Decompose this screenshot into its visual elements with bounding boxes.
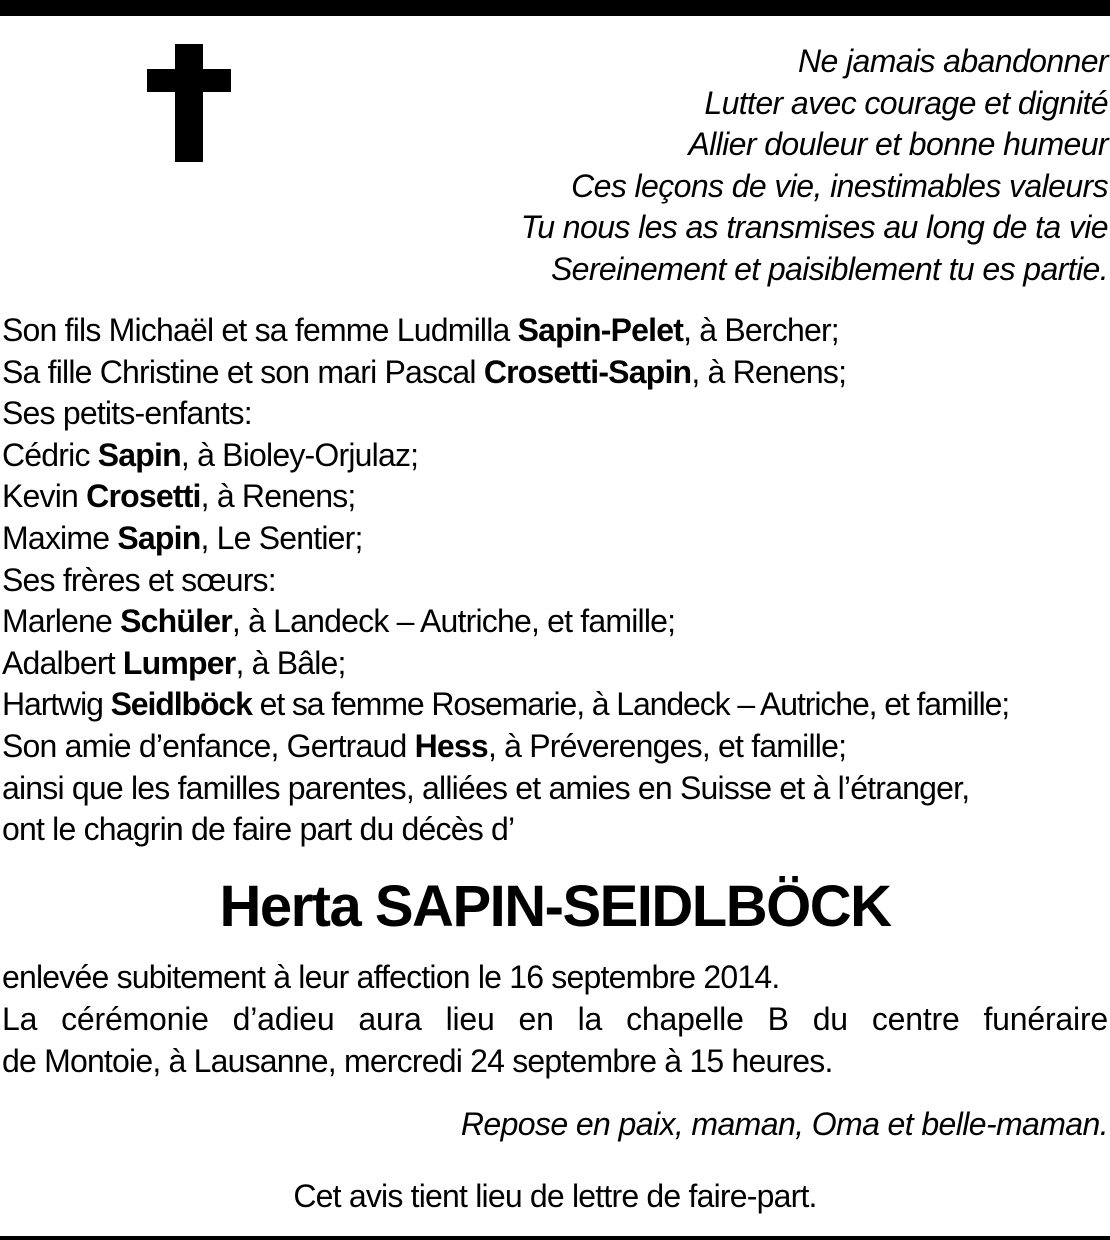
location-text: , Le Sentier; bbox=[200, 519, 363, 556]
family-line bbox=[2, 643, 1108, 685]
family-line bbox=[2, 435, 1108, 477]
location-text: , à Landeck – Autriche, et famille; bbox=[231, 603, 676, 640]
location-text: et sa femme Rosemarie, à Landeck – Autriche, et famille; bbox=[251, 686, 1010, 723]
family-heading: Ses petits-enfants: bbox=[2, 395, 252, 432]
relation-text: Marlene bbox=[2, 603, 121, 640]
relation-text: Maxime bbox=[2, 519, 118, 556]
relation-text: Adalbert bbox=[2, 644, 123, 681]
bottom-border-rule bbox=[0, 1236, 1110, 1240]
family-name: Sapin-Pelet bbox=[517, 312, 684, 348]
location-text: , à Préverenges, et famille; bbox=[487, 727, 847, 764]
relation-text: Sa fille Christine et son mari Pascal bbox=[2, 353, 484, 390]
relation-text: Son fils Michaël et sa femme Ludmilla bbox=[2, 312, 518, 348]
family-name: Schüler bbox=[120, 603, 232, 640]
family-name: Crosetti bbox=[86, 478, 201, 515]
location-text: , à Bioley-Orjulaz; bbox=[180, 436, 419, 473]
cross-icon bbox=[147, 44, 231, 164]
poem bbox=[408, 41, 1108, 290]
location-text: , à Renens; bbox=[691, 353, 847, 390]
death-date-line: enlevée subitement à leur affection le 16 septembre 2014. bbox=[2, 959, 780, 995]
family-line bbox=[2, 726, 1108, 768]
ceremony-location-line: de Montoie, à Lausanne, mercredi 24 septembre à 15 heures. bbox=[2, 1043, 833, 1079]
family-list bbox=[2, 310, 1108, 851]
family-name: Sapin bbox=[97, 436, 181, 473]
family-line bbox=[2, 518, 1108, 560]
poem-line: Ne jamais abandonner bbox=[798, 43, 1108, 79]
family-name: Lumper bbox=[122, 644, 236, 681]
cross-horizontal-bar bbox=[147, 69, 231, 92]
ceremony-line: La cérémonie d’adieu aura lieu en la chapelle B du centre funéraire bbox=[2, 1001, 1108, 1037]
family-name: Sapin bbox=[117, 519, 201, 556]
announcement-line: ont le chagrin de faire part du décès d’ bbox=[2, 811, 515, 848]
family-line bbox=[2, 601, 1108, 643]
relation-text: Cédric bbox=[2, 436, 98, 473]
deceased-name: Herta SAPIN-SEIDLBÖCK bbox=[219, 874, 891, 939]
family-line bbox=[2, 684, 1108, 726]
cross-vertical-bar bbox=[175, 44, 203, 162]
family-name: Crosetti-Sapin bbox=[483, 353, 692, 390]
farewell-text: Repose en paix, maman, Oma et belle-maman. bbox=[460, 1106, 1108, 1142]
family-closing-line: ainsi que les familles parentes, alliées et amies en Suisse et à l’étranger, bbox=[2, 769, 970, 806]
top-border-rule bbox=[0, 0, 1110, 16]
family-name: Seidlböck bbox=[110, 686, 252, 723]
family-name: Hess bbox=[414, 727, 488, 764]
ceremony-details bbox=[2, 956, 1108, 1082]
family-line bbox=[2, 352, 1108, 394]
poem-line: Lutter avec courage et dignité bbox=[704, 84, 1108, 121]
notice-text: Cet avis tient lieu de lettre de faire-part. bbox=[293, 1178, 817, 1214]
poem-line: Ces leçons de vie, inestimables valeurs bbox=[571, 167, 1108, 204]
location-text: , à Renens; bbox=[200, 478, 356, 515]
poem-line: Tu nous les as transmises au long de ta vie bbox=[520, 209, 1108, 245]
family-line bbox=[2, 310, 1108, 352]
location-text: , à Bâle; bbox=[235, 644, 346, 681]
poem-line: Sereinement et paisiblement tu es partie. bbox=[550, 250, 1108, 287]
relation-text: Hartwig bbox=[2, 686, 111, 723]
relation-text: Son amie d’enfance, Gertraud bbox=[2, 727, 415, 764]
location-text: , à Bercher; bbox=[683, 312, 839, 348]
poem-line: Allier douleur et bonne humeur bbox=[688, 126, 1108, 162]
family-line bbox=[2, 476, 1108, 518]
relation-text: Kevin bbox=[2, 478, 87, 515]
family-heading: Ses frères et sœurs: bbox=[2, 561, 276, 598]
